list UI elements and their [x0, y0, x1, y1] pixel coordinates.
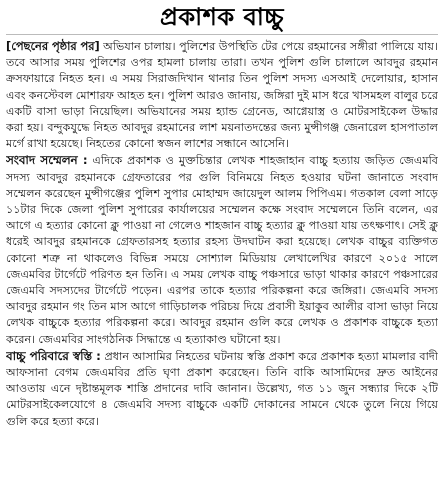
- continuation-marker: [পেছনের পৃষ্ঠার পর]: [6, 39, 100, 53]
- article-paragraph: [6, 348, 438, 430]
- article-body: [6, 38, 438, 484]
- article-paragraph: [6, 152, 438, 347]
- subheading: বাচ্চু পরিবারে স্বস্তি :: [6, 348, 101, 363]
- subheading: সংবাদ সম্মেলন :: [6, 153, 88, 168]
- article-headline: প্রকাশক বাচ্চু: [159, 3, 285, 31]
- article-paragraph: [6, 38, 438, 152]
- paragraph-text: এদিকে প্রকাশক ও মুক্তচিন্তার লেখক শাহজাহান বাচ্চু হত্যায় জড়িত জেএমবি সদস্য আবদুর রহমানকে গ্রেফতারের পর গুলি বিনিময়ে নিহত হওয়ার ঘটনা জানাতে সংবাদ সম্মেলন করেছেন মুন্সীগঞ্জের পুলিশ সুপার মোহাম্মদ জায়েদুল আলম পিপিএম। গতকাল বেলা সাড়ে ১১টার দিকে জেলা পুলিশ সুপারের কার্যালয়ের সম্মেলন কক্ষে সংবাদ সম্মেলনে তিনি বলেন, এর আগে এ হত্যার কোনো ক্লু পাওয়া না গেলেও শাহজান বাচ্চু হত্যার ক্লু পাওয়া যায় তৎক্ষণাৎ। সেই ক্লু ধরেই আবদুর রহমানকে গ্রেফতারসহ হত্যার রহস্য উদঘাটন করা হয়েছে। লেখক বাচ্চুর ব্যক্তিগত কোনো শত্রু না থাকলেও বিভিন্ন সময়ে সোশ্যাল মিডিয়ায় লেখালেখির কারণে ২০১৫ সালে জেএমবির টার্গেটে পরিণত হন তিনি। এ সময় লেখক বাচ্চু পঞ্চসারে ভাড়া থাকার কারণে পঞ্চসারের জেএমবি সদস্যদের টার্গেটে পড়েন। এরপর তাকে হত্যার পরিকল্পনা করে জঙ্গিরা। জেএমবি সদস্য আবদুর রহমান গং তিন মাস আগে গাড়িচালক পরিচয় দিয়ে প্রবাসী ইয়াকুব আলীর বাসা ভাড়া নিয়ে লেখক বাচ্চুকে হত্যার পরিকল্পনা করে। আবদুর রহমান গুলি করে লেখক ও প্রকাশক বাচ্চুকে হত্যা করেন। জেএমবির সাংগঠনিক সিদ্ধান্তে এ হত্যাকাণ্ড ঘটানো হয়।: [6, 154, 438, 346]
- paragraph-text: প্রধান আসামির নিহতের ঘটনায় স্বস্তি প্রকাশ করে প্রকাশক হত্যা মামলার বাদী আফসানা বেগম জেএমবির প্রতি ঘৃণা প্রকাশ করেছেন। তিনি বাকি আসামিদের দ্রুত আইনের আওতায় এনে দৃষ্টান্তমূলক শাস্তি প্রদানের দাবি জানান। উল্লেখ্য, গত ১১ জুন সন্ধ্যার দিকে ২টি মোটরসাইকেলযোগে ৪ জেএমবি সদস্য বাচ্চুকে একটি দোকানের সামনে থেকে তুলে নিয়ে গিয়ে গুলি করে হত্যা করে।: [6, 349, 438, 428]
- headline-divider: [6, 34, 438, 35]
- paragraph-text: অভিযান চালায়। পুলিশের উপস্থিতি টের পেয়ে রহমানের সঙ্গীরা পালিয়ে যায়। তবে আসার সময় পুলিশের ওপর হামলা চালায় তারা। তখন পুলিশ গুলি চালালে আবদুর রহমান ক্রসফায়ারে নিহত হন। এ সময় সিরাজদিখান থানার তিন পুলিশ সদস্য এসআই দেলোয়ার, হাসান এবং কনস্টেবল মোশারফ আহত হন। পুলিশ আরও জানায়, জঙ্গিরা দুই মাস ধরে খাসমহল বালুর চরে একটি বাসা ভাড়া নিয়েছিল। অভিযানের সময় হ্যান্ড গ্রেনেড, আগ্নেয়াস্ত্র ও মোটরসাইকেল উদ্ধার করা হয়। বন্দুকযুদ্ধে নিহত আবদুর রহমানের লাশ ময়নাতদন্তের জন্য মুন্সীগঞ্জ জেনারেল হাসপাতাল মর্গে রাখা হয়েছে। নিহতের কোনো স্বজন লাশের সন্ধানে আসেনি।: [6, 40, 438, 151]
